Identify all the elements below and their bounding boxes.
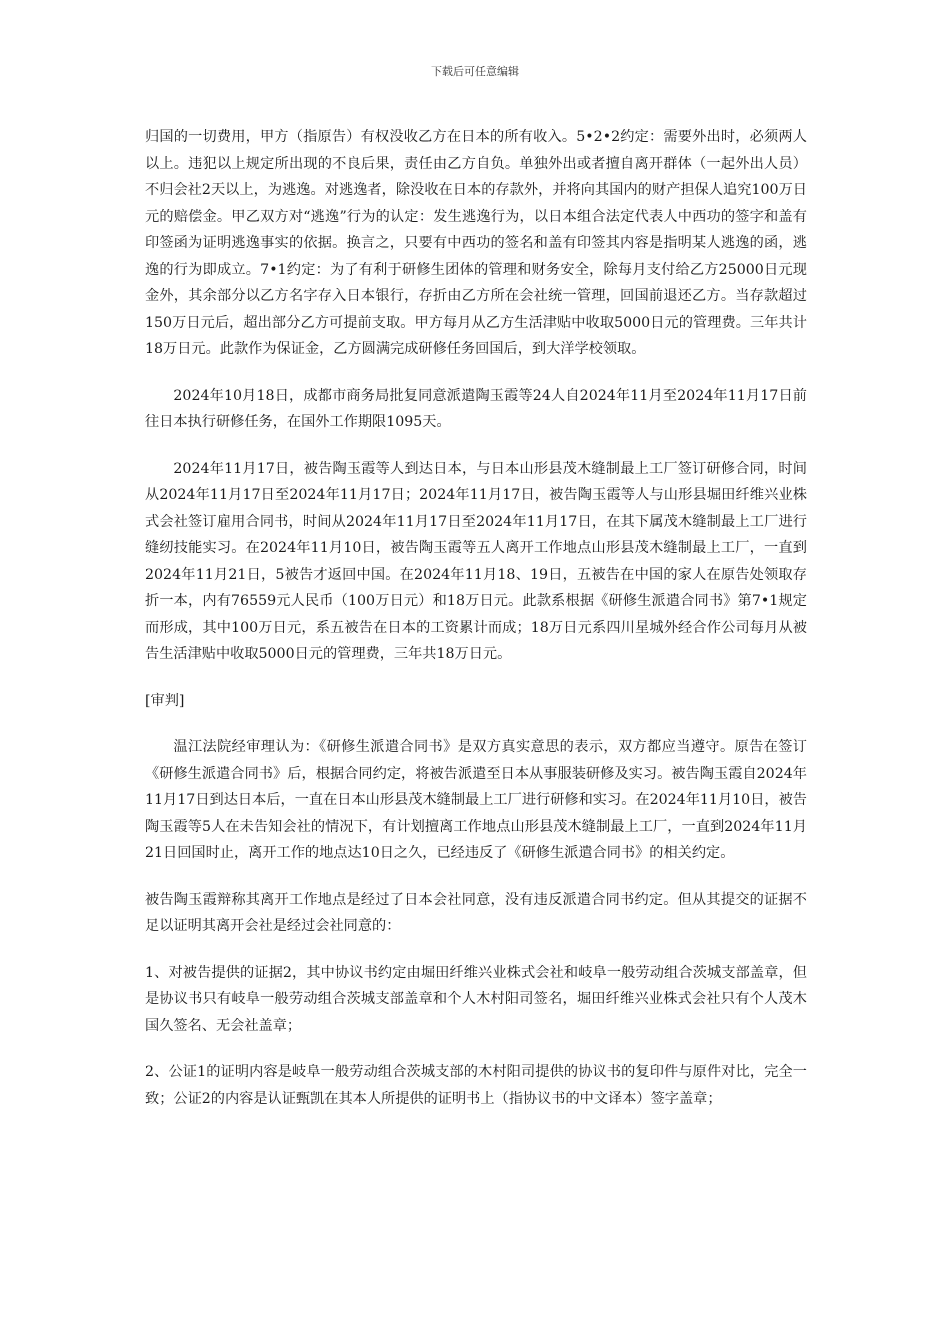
paragraph-7: 2、公证1的证明内容是岐阜一般劳动组合茨城支部的木村阳司提供的协议书的复印件与原件对比，完全一致；公证2的内容是认证甄凯在其本人所提供的证明书上（指协议书的中文译本）签字盖章； <box>145 1064 807 1107</box>
paragraph-1: 归国的一切费用，甲方（指原告）有权没收乙方在日本的所有收入。5•2•2约定：需要外出时，必须两人以上。违犯以上规定所出现的不良后果，责任由乙方自负。单独外出或者擅自离开群体（一起外出人员）不归会社2天以上，为逃逸。对逃逸者，除没收在日本的存款外，并将向其国内的财产担保人追究100万日元的赔偿金。甲乙双方对“逃逸”行为的认定：发生逃逸行为，以日本组合法定代表人中西功的签字和盖有印签函为证明逃逸事实的依据。换言之，只要有中西功的签名和盖有印签其内容是指明某人逃逸的函，逃逸的行为即成立。7•1约定：为了有利于研修生团体的管理和财务安全，除每月支付给乙方25000日元现金外，其余部分以乙方名字存入日本银行，存折由乙方所在会社统一管理，回国前退还乙方。当存款超过150万日元后，超出部分乙方可提前支取。甲方每月从乙方生活津贴中收取5000日元的管理费。三年共计18万日元。此款作为保证金，乙方圆满完成研修任务回国后，到大洋学校领取。 <box>145 129 807 357</box>
paragraph-6: 1、对被告提供的证据2，其中协议书约定由堀田纤维兴业株式会社和岐阜一般劳动组合茨城支部盖章，但是协议书只有岐阜一般劳动组合茨城支部盖章和个人木村阳司签名，堀田纤维兴业株式会社只有个人茂木国久签名、无会社盖章； <box>145 964 807 1034</box>
paragraph-3: 2024年11月17日，被告陶玉霞等人到达日本，与日本山形县茂木缝制最上工厂签订研修合同，时间从2024年11月17日至2024年11月17日；2024年11月17日，被告陶玉霞等人与山形县堀田纤维兴业株式会社签订雇用合同书，时间从2024年11月17日至2024年11月17日，在其下属茂木缝制最上工厂进行缝纫技能实习。在2024年11月10日，被告陶玉霞等五人离开工作地点山形县茂木缝制最上工厂，一直到2024年11月21日，5被告才返回中国。在2024年11月18、19日，五被告在中国的家人在原告处领取存折一本，内有76559元人民币（100万日元）和18万日元。此款系根据《研修生派遣合同书》第7•1规定而形成，其中100万日元，系五被告在日本的工资累计而成；18万日元系四川星城外经合作公司每月从被告生活津贴中收取5000日元的管理费，三年共18万日元。 <box>145 460 807 662</box>
page-header: 下载后可任意编辑 <box>431 65 519 78</box>
paragraph-5: 被告陶玉霞辩称其离开工作地点是经过了日本会社同意，没有违反派遣合同书约定。但从其提交的证据不足以证明其离开会社是经过会社同意的： <box>145 891 807 934</box>
document-body <box>145 124 807 1132</box>
paragraph-2: 2024年10月18日，成都市商务局批复同意派遣陶玉霞等24人自2024年11月至2024年11月17日前往日本执行研修任务，在国外工作期限1095天。 <box>145 387 807 430</box>
section-heading-trial: [审判] <box>145 692 185 709</box>
paragraph-4: 温江法院经审理认为：《研修生派遣合同书》是双方真实意思的表示，双方都应当遵守。原告在签订《研修生派遣合同书》后，根据合同约定，将被告派遣至日本从事服装研修及实习。被告陶玉霞自2024年11月17日到达日本后，一直在日本山形县茂木缝制最上工厂进行研修和实习。在2024年11月10日，被告陶玉霞等5人在未告知会社的情况下，有计划擅离工作地点山形县茂木缝制最上工厂，一直到2024年11月21日回国时止，离开工作的地点达10日之久，已经违反了《研修生派遣合同书》的相关约定。 <box>145 739 807 861</box>
